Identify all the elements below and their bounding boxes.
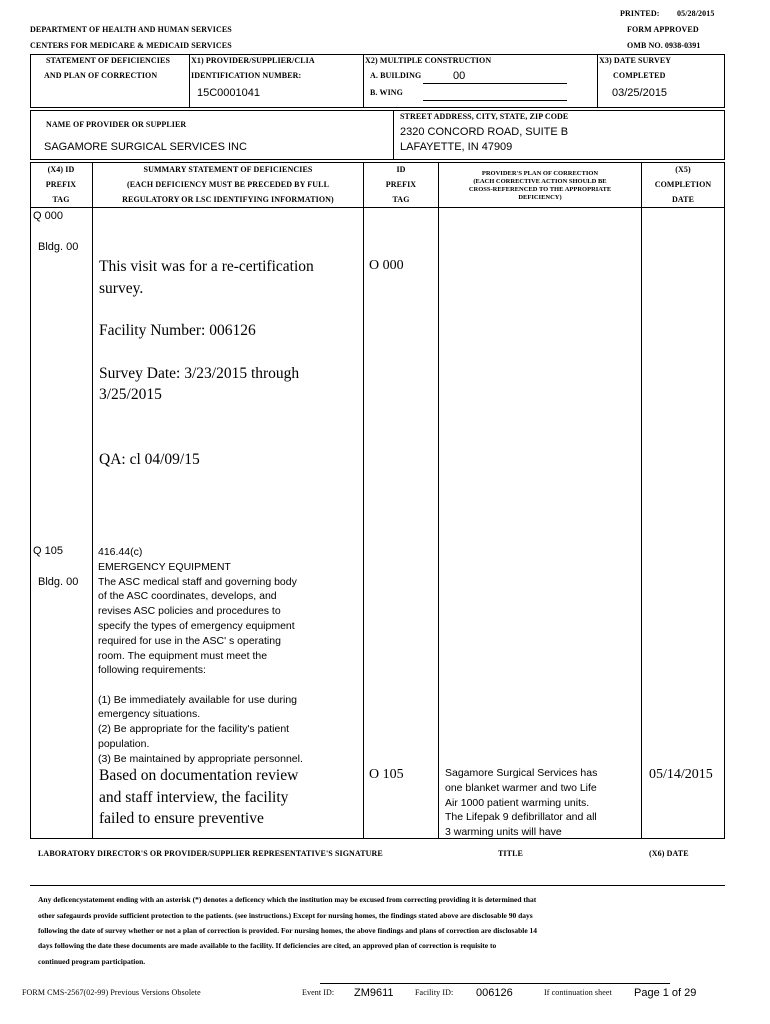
- box1-divider-3: [597, 54, 598, 108]
- requirement-line: (1) Be immediately available for use during: [98, 693, 298, 706]
- column-line-summary: [363, 162, 364, 839]
- regulation-line: specify the types of emergency equipment: [98, 620, 295, 632]
- x6-date-label: (X6) DATE: [649, 849, 689, 858]
- requirement-line: emergency situations.: [98, 708, 201, 721]
- x5-label-line3: DATE: [671, 195, 695, 204]
- x4-label-line3: TAG: [52, 195, 70, 204]
- column-line-left: [30, 162, 31, 839]
- box1-divider-1: [189, 54, 190, 108]
- plan-header-line2: (EACH CORRECTIVE ACTION SHOULD BE: [473, 178, 607, 185]
- x3-label-line1: X3) DATE SURVEY: [599, 56, 672, 65]
- x5-label-line1: (X5): [675, 165, 691, 174]
- o000-tag: O 000: [369, 258, 404, 273]
- plan-header-line1: PROVIDER'S PLAN OF CORRECTION: [481, 170, 599, 177]
- x2-label: X2) MULTIPLE CONSTRUCTION: [365, 56, 492, 65]
- id-label-line1: ID: [396, 165, 406, 174]
- survey-completed-date: 03/25/2015: [612, 87, 668, 99]
- plan-line: The Lifepak 9 defibrillator and all: [445, 811, 597, 824]
- table-bottom-border: [30, 838, 725, 839]
- title-label: TITLE: [498, 849, 523, 858]
- column-line-plan: [641, 162, 642, 839]
- address-label: STREET ADDRESS, CITY, STATE, ZIP CODE: [400, 112, 569, 121]
- regulation-line: required for use in the ASC' s operating: [98, 634, 281, 647]
- box1-divider-2: [363, 54, 364, 108]
- summary-header-line3: REGULATORY OR LSC IDENTIFYING INFORMATION): [122, 195, 334, 204]
- page-number: Page 1 of 29: [634, 987, 697, 999]
- column-line-x4: [92, 162, 93, 839]
- box1-left-border: [30, 54, 31, 108]
- plan-line: one blanket warmer and two Life: [445, 781, 597, 794]
- survey-date-line2: 3/25/2015: [99, 386, 162, 403]
- building-value: 00: [453, 70, 466, 82]
- id-label-line2: PREFIX: [385, 180, 417, 189]
- survey-date-line1: Survey Date: 3/23/2015 through: [99, 365, 300, 382]
- disclaimer-line: following the date of survey whether or not a plan of correction is provided. For nursing homes, the above findings and plans of correction are disclosable 14: [38, 926, 538, 935]
- summary-header-line2: (EACH DEFICIENCY MUST BE PRECEDED BY FULL: [126, 180, 330, 189]
- event-id-label: Event ID:: [302, 988, 335, 997]
- id-label-line3: TAG: [392, 195, 410, 204]
- continuation-label: If continuation sheet: [544, 988, 612, 997]
- x1-label-line1: X1) PROVIDER/SUPPLIER/CLIA: [191, 56, 315, 65]
- x1-label-line2: IDENTIFICATION NUMBER:: [191, 71, 302, 80]
- regulation-line: room. The equipment must meet the: [98, 649, 268, 662]
- columns-top-border: [30, 162, 725, 163]
- finding-line: and staff interview, the facility: [99, 789, 289, 806]
- qa-line: QA: cl 04/09/15: [99, 451, 200, 468]
- summary-header-line1: SUMMARY STATEMENT OF DEFICIENCIES: [143, 165, 313, 174]
- q000-tag: Q 000: [33, 210, 63, 222]
- address-line2: LAFAYETTE, IN 47909: [400, 141, 513, 153]
- printed-label: PRINTED:: [620, 9, 660, 18]
- printed-date: 05/28/2015: [677, 9, 715, 18]
- signature-label: LABORATORY DIRECTOR'S OR PROVIDER/SUPPLIER REPRESENTATIVE'S SIGNATURE: [38, 849, 383, 858]
- disclaimer-line: days following the date these documents are made available to the facility. If deficiencies are cited, an approved plan of correction is requisite to: [38, 941, 497, 950]
- plan-header-line4: DEFICIENCY): [518, 194, 562, 201]
- centers-name: CENTERS FOR MEDICARE & MEDICAID SERVICES: [30, 41, 232, 50]
- requirement-line: (3) Be maintained by appropriate personnel.: [98, 752, 303, 765]
- wing-label: B. WING: [370, 88, 404, 97]
- box1-right-border: [724, 54, 725, 108]
- regulation-line: EMERGENCY EQUIPMENT: [98, 560, 231, 573]
- column-line-right: [724, 162, 725, 839]
- address-line1: 2320 CONCORD ROAD, SUITE B: [400, 126, 569, 138]
- regulation-line: The ASC medical staff and governing body: [98, 575, 297, 588]
- q105-tag: Q 105: [33, 545, 63, 557]
- box2-right-border: [724, 110, 725, 160]
- statement-label-line1: STATEMENT OF DEFICIENCIES: [46, 56, 171, 65]
- statement-label-line2: AND PLAN OF CORRECTION: [44, 71, 158, 80]
- provider-name-value: SAGAMORE SURGICAL SERVICES INC: [44, 141, 247, 153]
- box2-left-border: [30, 110, 31, 160]
- signature-bottom-line: [30, 885, 725, 886]
- form-approved: FORM APPROVED: [627, 25, 699, 34]
- requirement-line: (2) Be appropriate for the facility's patient: [98, 723, 290, 736]
- box2-divider: [393, 110, 394, 160]
- regulation-line: following requirements:: [98, 664, 206, 677]
- provider-name-label: NAME OF PROVIDER OR SUPPLIER: [46, 120, 187, 129]
- finding-line: failed to ensure preventive: [99, 810, 264, 827]
- box2-top-border: [30, 110, 725, 111]
- department-name: DEPARTMENT OF HEALTH AND HUMAN SERVICES: [30, 25, 232, 34]
- x5-label-line2: COMPLETION: [654, 180, 712, 189]
- building-label: A. BUILDING: [370, 71, 422, 80]
- visit-line1: This visit was for a re-certification: [99, 258, 314, 275]
- regulation-line: 416.44(c): [98, 546, 143, 558]
- box2-bottom-border: [30, 159, 725, 160]
- building-underline: [423, 83, 567, 84]
- disclaimer-line: other safegaurds provide sufficient protection to the patients. (see instructions.) Except for nursing homes, the findings stated above are disclosable 90 days: [38, 911, 533, 920]
- finding-line: Based on documentation review: [99, 767, 299, 784]
- footer-rule: [320, 983, 670, 984]
- x3-label-line2: COMPLETED: [613, 71, 666, 80]
- x4-label-line1: (X4) ID: [47, 165, 75, 174]
- columns-header-bottom: [30, 207, 725, 208]
- facility-id-label: Facility ID:: [415, 988, 454, 997]
- facility-id-value: 006126: [476, 987, 513, 999]
- regulation-line: of the ASC coordinates, develops, and: [98, 590, 277, 603]
- requirement-line: population.: [98, 737, 150, 750]
- wing-underline: [423, 100, 567, 101]
- box1-bottom-border: [30, 107, 725, 108]
- box1-top-border: [30, 54, 725, 55]
- q105-bldg: Bldg. 00: [38, 576, 79, 588]
- plan-line: Air 1000 patient warming units.: [445, 796, 590, 809]
- completion-date: 05/14/2015: [649, 767, 713, 782]
- visit-line2: survey.: [99, 280, 144, 297]
- plan-header-line3: CROSS-REFERENCED TO THE APPROPRIATE: [468, 186, 612, 193]
- column-line-id: [438, 162, 439, 839]
- event-id-value: ZM9611: [354, 987, 394, 999]
- q000-bldg: Bldg. 00: [38, 241, 79, 253]
- facility-number: Facility Number: 006126: [99, 322, 256, 339]
- disclaimer-line: Any deficencystatement ending with an asterisk (*) denotes a deficency which the institution may be excused from correcting providing it is determined that: [38, 895, 537, 904]
- form-number: FORM CMS-2567(02-99) Previous Versions Obsolete: [22, 988, 201, 997]
- plan-line: Sagamore Surgical Services has: [445, 767, 598, 779]
- plan-line: 3 warming units will have: [445, 826, 562, 839]
- x4-label-line2: PREFIX: [45, 180, 77, 189]
- omb-number: OMB NO. 0938-0391: [627, 41, 701, 50]
- provider-id-number: 15C0001041: [197, 87, 261, 99]
- o105-tag: O 105: [369, 767, 404, 782]
- disclaimer-line: continued program participation.: [38, 957, 146, 966]
- regulation-line: revises ASC policies and procedures to: [98, 605, 281, 618]
